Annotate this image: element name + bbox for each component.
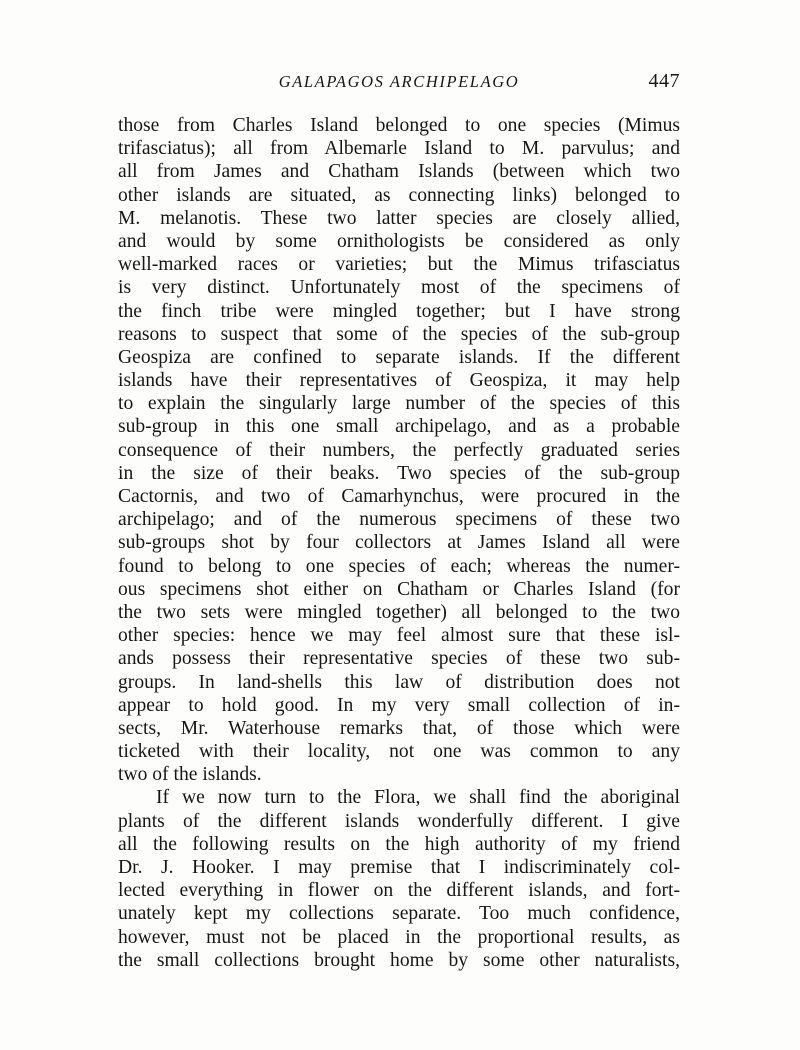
text-line: consequence of their numbers, the perfectly graduated series xyxy=(118,439,680,461)
text-line: M. melanotis. These two latter species are closely allied, xyxy=(118,207,680,229)
text-line: If we now turn to the Flora, we shall find the aboriginal xyxy=(156,787,680,809)
text-line: other islands are situated, as connecting links) belonged to xyxy=(118,184,680,206)
text-line: ands possess their representative species of these two sub- xyxy=(118,648,680,670)
text-line: well-marked races or varieties; but the Mimus trifasciatus xyxy=(118,254,680,276)
text-line: the finch tribe were mingled together; but I have strong xyxy=(118,300,680,322)
text-line: to explain the singularly large number of the species of this xyxy=(118,393,680,415)
text-line: sub-group in this one small archipelago, and as a probable xyxy=(118,416,680,438)
text-line: archipelago; and of the numerous specimens of these two xyxy=(118,509,680,531)
text-line: Dr. J. Hooker. I may premise that I indiscriminately col- xyxy=(118,857,680,878)
text-line: sub-groups shot by four collectors at James Island all were xyxy=(118,532,680,554)
text-line: all the following results on the high authority of my friend xyxy=(118,833,680,855)
paragraph-birds xyxy=(118,114,680,786)
text-line: the small collections brought home by some other naturalists, xyxy=(118,949,680,971)
text-line: ticketed with their locality, not one was common to any xyxy=(118,741,680,763)
running-title: GALAPAGOS ARCHIPELAGO xyxy=(278,72,520,91)
text-line: islands have their representatives of Geospiza, it may help xyxy=(118,370,680,392)
text-line: groups. In land-shells this law of distribution does not xyxy=(118,671,680,693)
text-line: plants of the different islands wonderfully different. I give xyxy=(118,810,680,832)
page-number: 447 xyxy=(648,70,680,92)
text-line: trifasciatus); all from Albemarle Island to M. parvulus; and xyxy=(118,138,680,160)
text-line: Geospiza are confined to separate islands. If the different xyxy=(118,346,680,368)
text-line: Cactornis, and two of Camarhynchus, were procured in the xyxy=(118,486,680,507)
text-line: those from Charles Island belonged to one species (Mimus xyxy=(118,115,680,136)
text-line: and would by some ornithologists be considered as only xyxy=(118,230,680,252)
text-line: ous specimens shot either on Chatham or Charles Island (for xyxy=(118,578,680,600)
text-line: in the size of their beaks. Two species of the sub-group xyxy=(118,462,680,484)
text-line: all from James and Chatham Islands (between which two xyxy=(118,161,680,183)
text-line: appear to hold good. In my very small collection of in- xyxy=(118,694,680,716)
text-line: however, must not be placed in the proportional results, as xyxy=(118,926,680,948)
text-line: reasons to suspect that some of the species of the sub-group xyxy=(118,323,680,345)
text-line: unately kept my collections separate. Too much confidence, xyxy=(118,903,680,925)
text-line: lected everything in flower on the different islands, and fort- xyxy=(118,880,680,902)
text-line: sects, Mr. Waterhouse remarks that, of those which were xyxy=(118,717,680,739)
body-text xyxy=(118,114,680,972)
text-line: the two sets were mingled together) all belonged to the two xyxy=(118,601,680,623)
text-line: is very distinct. Unfortunately most of the specimens of xyxy=(118,277,680,299)
text-line: other species: hence we may feel almost sure that these isl- xyxy=(118,625,680,647)
text-line: two of the islands. xyxy=(118,764,262,786)
running-head xyxy=(118,70,680,100)
text-line: found to belong to one species of each; whereas the numer- xyxy=(118,555,680,577)
paragraph-flora xyxy=(118,786,680,972)
